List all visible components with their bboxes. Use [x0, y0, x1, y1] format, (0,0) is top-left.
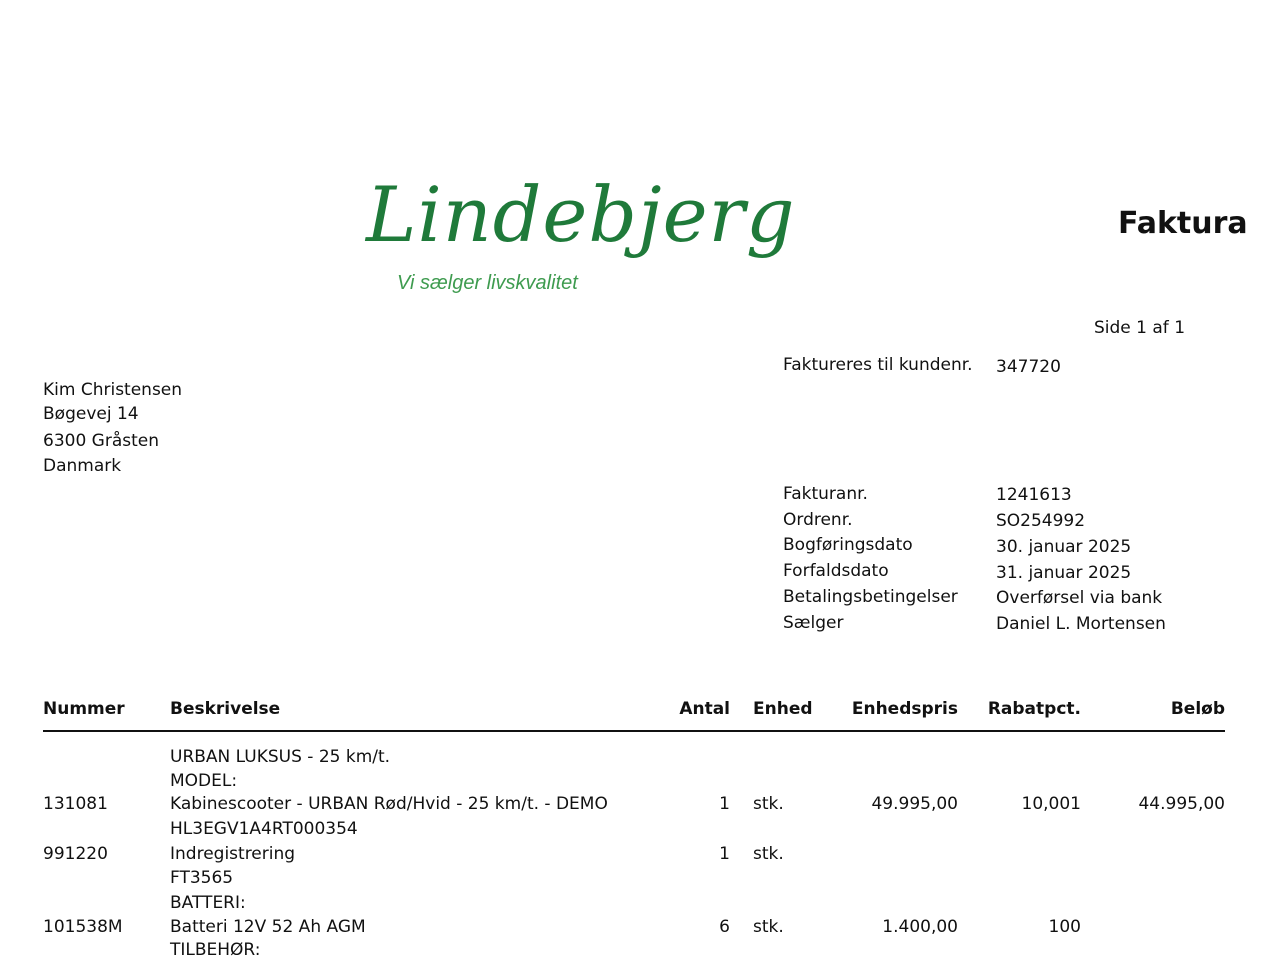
line-quantity: 1 [719, 844, 730, 864]
order-number-label: Ordrenr. [783, 510, 853, 530]
column-header-number: Nummer [43, 699, 125, 719]
payment-terms-label: Betalingsbetingelser [783, 587, 958, 607]
line-number: 991220 [43, 844, 108, 864]
line-unit: stk. [753, 917, 784, 937]
line-description: TILBEHØR: [170, 940, 261, 960]
invoice-number-value: 1241613 [996, 485, 1072, 505]
posting-date-value: 30. januar 2025 [996, 537, 1132, 557]
customer-name: Kim Christensen [43, 380, 183, 400]
salesperson-label: Sælger [783, 613, 844, 633]
column-header-unit: Enhed [753, 699, 813, 719]
customer-country: Danmark [43, 456, 122, 476]
customer-city: 6300 Gråsten [43, 431, 160, 451]
line-description: MODEL: [170, 771, 238, 791]
header-divider [43, 730, 1225, 732]
column-header-amount: Beløb [1170, 699, 1225, 719]
line-quantity: 1 [719, 794, 730, 814]
customer-number-value: 347720 [996, 357, 1061, 377]
line-discount: 10,001 [1021, 794, 1081, 814]
line-number: 101538M [43, 917, 123, 937]
document-title: Faktura [1118, 206, 1248, 241]
line-description: BATTERI: [170, 893, 246, 913]
column-header-discount: Rabatpct. [987, 699, 1081, 719]
line-unit-price: 1.400,00 [882, 917, 958, 937]
customer-number-label: Faktureres til kundenr. [783, 355, 973, 375]
posting-date-label: Bogføringsdato [783, 535, 913, 555]
line-unit: stk. [753, 844, 784, 864]
line-description: Indregistrering [170, 844, 296, 864]
line-description: FT3565 [170, 868, 234, 888]
due-date-label: Forfaldsdato [783, 561, 889, 581]
column-header-description: Beskrivelse [170, 699, 281, 719]
logo-script-text: Lindebjerg [366, 170, 796, 259]
customer-street: Bøgevej 14 [43, 404, 139, 424]
line-unit-price: 49.995,00 [871, 794, 958, 814]
line-description: URBAN LUKSUS - 25 km/t. [170, 747, 391, 767]
line-unit: stk. [753, 794, 784, 814]
line-discount: 100 [1048, 917, 1081, 937]
logo-tagline: Vi sælger livskvalitet [397, 272, 578, 294]
line-description: Kabinescooter - URBAN Rød/Hvid - 25 km/t. - DEMO [170, 794, 608, 814]
line-number: 131081 [43, 794, 108, 814]
salesperson-value: Daniel L. Mortensen [996, 614, 1166, 634]
order-number-value: SO254992 [996, 511, 1086, 531]
due-date-value: 31. januar 2025 [996, 563, 1132, 583]
invoice-number-label: Fakturanr. [783, 484, 868, 504]
company-logo [360, 170, 796, 308]
column-header-quantity: Antal [679, 699, 730, 719]
page-indicator: Side 1 af 1 [1094, 318, 1186, 338]
column-header-unit-price: Enhedspris [851, 699, 958, 719]
payment-terms-value: Overførsel via bank [996, 588, 1163, 608]
line-amount: 44.995,00 [1138, 794, 1225, 814]
line-description: HL3EGV1A4RT000354 [170, 819, 358, 839]
line-quantity: 6 [719, 917, 730, 937]
line-description: Batteri 12V 52 Ah AGM [170, 917, 366, 937]
